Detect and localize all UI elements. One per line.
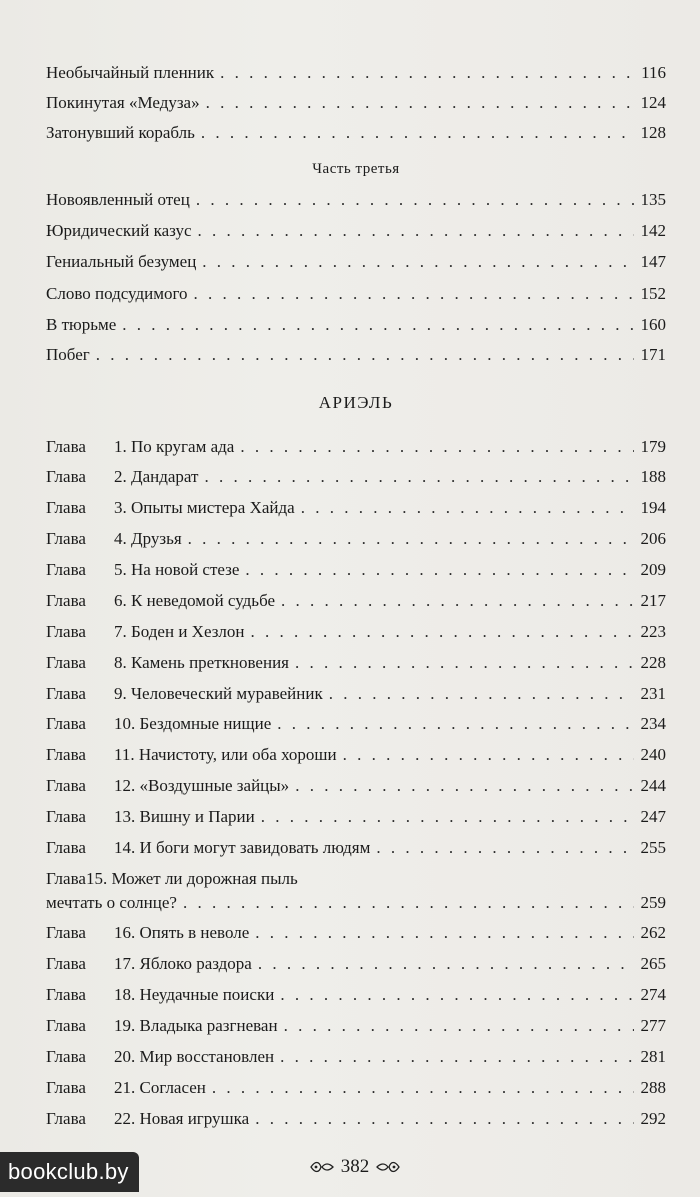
chapter-number: 16. <box>114 923 136 942</box>
dot-leader <box>206 93 634 113</box>
dot-leader <box>201 123 634 143</box>
chapter-title: Дандарат <box>131 467 199 486</box>
toc-entry-title: Покинутая «Медуза» <box>46 93 200 112</box>
toc-entry-title: Гениальный безумец <box>46 252 197 271</box>
chapter-entry <box>46 776 666 796</box>
chapter-word: Глава <box>46 684 86 703</box>
chapter-number: 10. <box>114 714 136 733</box>
toc-entry-page: 147 <box>640 252 666 271</box>
toc-entry <box>46 252 666 272</box>
chapter-number: 1. <box>114 437 127 456</box>
toc-entry-page: 135 <box>640 190 666 209</box>
chapter-number: 9. <box>114 684 127 703</box>
chapter-title: Мир восстановлен <box>139 1047 275 1066</box>
chapter-title: Начистоту, или оба хороши <box>138 745 337 764</box>
toc-entry <box>46 284 666 304</box>
watermark-label: bookclub.by <box>0 1152 139 1192</box>
dot-leader <box>280 985 634 1005</box>
chapter-entry <box>46 653 666 673</box>
dot-leader <box>196 190 634 210</box>
toc-entry <box>46 345 666 365</box>
chapter-title: Вишну и Парии <box>139 807 255 826</box>
chapter-page: 194 <box>640 498 666 517</box>
chapter-entry <box>46 1047 666 1067</box>
chapter-number: 8. <box>114 653 127 672</box>
dot-leader <box>202 252 634 272</box>
ornament-right-icon <box>375 1160 401 1174</box>
dot-leader <box>376 838 634 858</box>
toc-entry <box>46 221 666 241</box>
chapter-word: Глава <box>46 985 86 1004</box>
chapter-title-continued: мечтать о солнце? <box>46 893 177 912</box>
dot-leader <box>295 653 634 673</box>
dot-leader <box>198 221 634 241</box>
chapter-entry <box>46 714 666 734</box>
chapter-page: 255 <box>640 838 666 857</box>
chapter-word: Глава <box>46 807 86 826</box>
chapter-title: Яблоко раздора <box>139 954 252 973</box>
toc-entry-page: 152 <box>640 284 666 303</box>
chapter-entry <box>46 560 666 580</box>
chapter-word: Глава <box>46 653 86 672</box>
chapter-entry <box>46 467 666 487</box>
chapter-number: 6. <box>114 591 127 610</box>
chapter-word: Глава <box>46 776 86 795</box>
chapter-word: Глава <box>46 1078 86 1097</box>
chapter-number: 4. <box>114 529 127 548</box>
dot-leader <box>255 1109 634 1129</box>
toc-entry-page: 171 <box>640 345 666 364</box>
chapter-entry <box>46 838 666 858</box>
chapter-number: 21. <box>114 1078 136 1097</box>
chapter-title: И боги могут завидовать людям <box>139 838 371 857</box>
toc-entry <box>46 315 666 335</box>
dot-leader <box>122 315 634 335</box>
chapter-number: 7. <box>114 622 127 641</box>
dot-leader <box>251 622 635 642</box>
dot-leader <box>329 684 634 704</box>
chapter-page: 179 <box>640 437 666 456</box>
chapter-title: На новой стезе <box>131 560 240 579</box>
chapter-page: 288 <box>640 1078 666 1097</box>
toc-entry-page: 128 <box>640 123 666 142</box>
dot-leader <box>258 954 634 974</box>
chapter-entry <box>46 591 666 611</box>
dot-leader <box>96 345 634 365</box>
chapter-word: Глава <box>46 745 86 764</box>
chapter-page: 244 <box>640 776 666 795</box>
chapter-title: Владыка разгневан <box>139 1016 278 1035</box>
chapter-number: 17. <box>114 954 136 973</box>
chapter-title: Опыты мистера Хайда <box>131 498 295 517</box>
chapter-page: 223 <box>640 622 666 641</box>
toc-entry <box>46 63 666 83</box>
chapter-number: 11. <box>114 745 135 764</box>
chapter-entry <box>46 437 666 457</box>
toc-entry-page: 160 <box>640 315 666 334</box>
chapter-word: Глава <box>46 437 86 456</box>
chapter-page: 281 <box>640 1047 666 1066</box>
chapter-title: Друзья <box>131 529 182 548</box>
chapter-title: Человеческий муравейник <box>131 684 323 703</box>
chapter-word: Глава <box>46 1109 86 1128</box>
dot-leader <box>295 776 634 796</box>
dot-leader <box>220 63 634 83</box>
chapter-title: Новая игрушка <box>139 1109 250 1128</box>
toc-entry-title: Необычайный пленник <box>46 63 215 82</box>
dot-leader <box>204 467 634 487</box>
toc-entry <box>46 190 666 210</box>
chapter-page: 240 <box>640 745 666 764</box>
chapter-word: Глава <box>46 529 86 548</box>
chapter-word: Глава <box>46 591 86 610</box>
chapter-word: Глава <box>46 560 86 579</box>
toc-entry-page: 116 <box>641 63 666 82</box>
chapter-page: 234 <box>640 714 666 733</box>
dot-leader <box>301 498 634 518</box>
page-number <box>300 1152 410 1182</box>
chapter-number: 12. <box>114 776 136 795</box>
dot-leader <box>188 529 634 549</box>
dot-leader <box>281 591 634 611</box>
chapter-entry-first-line <box>46 869 298 889</box>
chapter-page: 277 <box>640 1016 666 1035</box>
toc-entry-page: 142 <box>640 221 666 240</box>
toc-entry-title: В тюрьме <box>46 315 117 334</box>
chapter-number: 20. <box>114 1047 136 1066</box>
chapter-number: 13. <box>114 807 136 826</box>
chapter-page: 262 <box>640 923 666 942</box>
dot-leader <box>240 437 634 457</box>
toc-entry <box>46 93 666 113</box>
dot-leader <box>277 714 634 734</box>
chapter-page: 274 <box>640 985 666 1004</box>
toc-entry-title: Юридический казус <box>46 221 192 240</box>
dot-leader <box>183 893 634 913</box>
chapter-entry <box>46 1016 666 1036</box>
toc-entry-title: Затонувший корабль <box>46 123 195 142</box>
chapter-entry <box>46 745 666 765</box>
dot-leader <box>194 284 634 304</box>
chapter-word: Глава <box>46 498 86 517</box>
chapter-word: Глава <box>46 622 86 641</box>
chapter-entry <box>46 1109 666 1129</box>
chapter-entry <box>46 498 666 518</box>
chapter-title: Камень преткновения <box>131 653 289 672</box>
chapter-word: Глава <box>46 869 86 888</box>
chapter-entry <box>46 807 666 827</box>
chapter-page: 217 <box>640 591 666 610</box>
chapter-number: 18. <box>114 985 136 1004</box>
chapter-word: Глава <box>46 467 86 486</box>
chapter-number: 15. <box>85 869 108 888</box>
section-heading-part3: Часть третья <box>312 161 400 177</box>
chapter-page: 188 <box>640 467 666 486</box>
chapter-entry <box>46 684 666 704</box>
chapter-title: По кругам ада <box>131 437 235 456</box>
chapter-title: К неведомой судьбе <box>131 591 276 610</box>
chapter-number: 14. <box>114 838 136 857</box>
ornament-left-icon <box>309 1160 335 1174</box>
chapter-title: Боден и Хезлон <box>131 622 245 641</box>
chapter-page: 265 <box>640 954 666 973</box>
chapter-page: 292 <box>640 1109 666 1128</box>
section-heading-ariel: АРИЭЛЬ <box>318 393 394 412</box>
chapter-title: Неудачные поиски <box>139 985 275 1004</box>
chapter-number: 22. <box>114 1109 136 1128</box>
dot-leader <box>284 1016 634 1036</box>
dot-leader <box>261 807 634 827</box>
chapter-word: Глава <box>46 1016 86 1035</box>
chapter-word: Глава <box>46 838 86 857</box>
dot-leader <box>212 1078 634 1098</box>
page-number-text: 382 <box>340 1156 370 1177</box>
chapter-page: 228 <box>640 653 666 672</box>
chapter-title: «Воздушные зайцы» <box>139 776 290 795</box>
dot-leader <box>343 745 634 765</box>
chapter-page: 247 <box>640 807 666 826</box>
chapter-entry <box>46 893 666 913</box>
chapter-entry <box>46 529 666 549</box>
chapter-word: Глава <box>46 1047 86 1066</box>
chapter-number: 19. <box>114 1016 136 1035</box>
chapter-number: 5. <box>114 560 127 579</box>
chapter-word: Глава <box>46 923 86 942</box>
chapter-title: Согласен <box>139 1078 206 1097</box>
chapter-page: 259 <box>640 893 666 912</box>
dot-leader <box>245 560 634 580</box>
toc-entry-title: Новоявленный отец <box>46 190 190 209</box>
chapter-page: 209 <box>640 560 666 579</box>
dot-leader <box>255 923 634 943</box>
chapter-title: Опять в неволе <box>139 923 250 942</box>
chapter-number: 3. <box>114 498 127 517</box>
chapter-page: 206 <box>640 529 666 548</box>
toc-entry-title: Побег <box>46 345 90 364</box>
chapter-entry <box>46 923 666 943</box>
dot-leader <box>280 1047 634 1067</box>
chapter-entry <box>46 954 666 974</box>
chapter-number: 2. <box>114 467 127 486</box>
chapter-entry <box>46 622 666 642</box>
chapter-entry <box>46 1078 666 1098</box>
chapter-word: Глава <box>46 954 86 973</box>
chapter-title: Бездомные нищие <box>139 714 272 733</box>
chapter-word: Глава <box>46 714 86 733</box>
toc-entry-title: Слово подсудимого <box>46 284 188 303</box>
chapter-page: 231 <box>640 684 666 703</box>
toc-entry-page: 124 <box>640 93 666 112</box>
toc-entry <box>46 123 666 143</box>
chapter-title: Может ли дорожная пыль <box>111 869 298 888</box>
chapter-entry <box>46 985 666 1005</box>
